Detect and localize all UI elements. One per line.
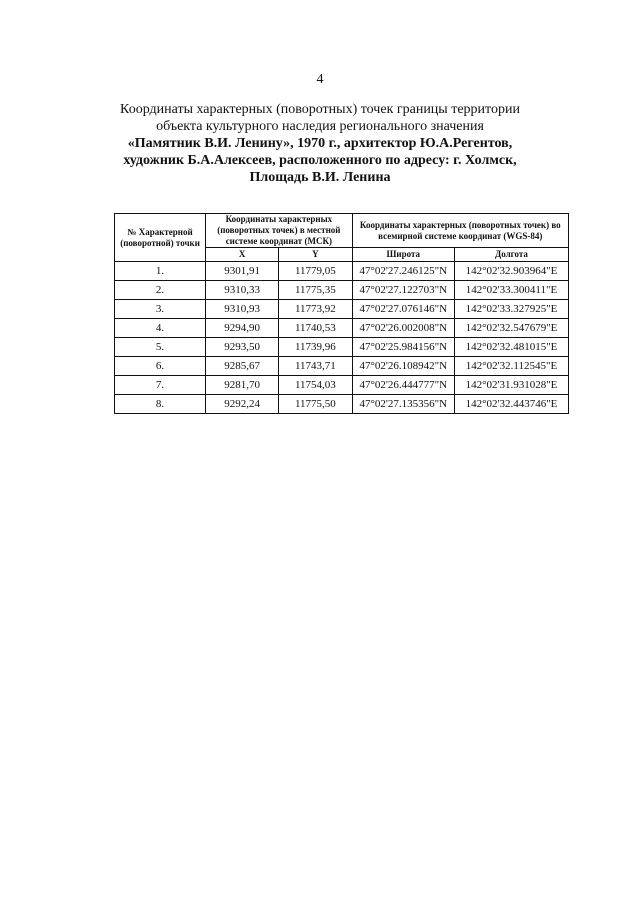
cell-x: 9294,90 [206,319,279,338]
table-row [115,281,569,300]
cell-number: 8. [115,395,206,414]
cell-latitude: 47°02'26.108942"N [352,357,454,376]
page-number: 4 [316,72,324,87]
cell-y: 11775,50 [279,395,352,414]
heading-line-1: Координаты характерных (поворотных) точек границы территории [120,102,520,117]
cell-longitude: 142°02'32.481015"E [454,338,568,357]
header-longitude: Долгота [454,248,568,262]
table-row [115,376,569,395]
table-row [115,262,569,281]
cell-x: 9292,24 [206,395,279,414]
document-heading [100,101,540,186]
cell-latitude: 47°02'25.984156"N [352,338,454,357]
cell-x: 9285,67 [206,357,279,376]
table-row [115,357,569,376]
cell-latitude: 47°02'27.122703"N [352,281,454,300]
header-msk: Координаты характерных (поворотных точек) в местной системе координат (МСК) [206,214,352,248]
table-row [115,319,569,338]
cell-y: 11775,35 [279,281,352,300]
cell-latitude: 47°02'27.135356"N [352,395,454,414]
cell-latitude: 47°02'26.002008"N [352,319,454,338]
header-y: Y [279,248,352,262]
cell-longitude: 142°02'31.931028"E [454,376,568,395]
cell-x: 9310,33 [206,281,279,300]
heading-line-2: объекта культурного наследия регионального значения [156,119,484,134]
cell-y: 11739,96 [279,338,352,357]
cell-number: 2. [115,281,206,300]
cell-number: 1. [115,262,206,281]
cell-number: 7. [115,376,206,395]
cell-latitude: 47°02'26.444777"N [352,376,454,395]
cell-longitude: 142°02'32.903964"E [454,262,568,281]
cell-y: 11740,53 [279,319,352,338]
cell-number: 3. [115,300,206,319]
header-x: X [206,248,279,262]
cell-number: 6. [115,357,206,376]
cell-longitude: 142°02'32.112545"E [454,357,568,376]
cell-x: 9293,50 [206,338,279,357]
header-latitude: Широта [352,248,454,262]
header-wgs: Координаты характерных (поворотных точек) во всемирной системе координат (WGS-84) [352,214,568,248]
header-point-number: № Характерной (поворотной) точки [115,214,206,262]
cell-y: 11773,92 [279,300,352,319]
cell-longitude: 142°02'32.443746"E [454,395,568,414]
table-row [115,300,569,319]
table-row [115,395,569,414]
cell-longitude: 142°02'33.300411"E [454,281,568,300]
cell-x: 9310,93 [206,300,279,319]
table-row [115,338,569,357]
cell-y: 11754,03 [279,376,352,395]
cell-latitude: 47°02'27.076146"N [352,300,454,319]
cell-y: 11779,05 [279,262,352,281]
cell-latitude: 47°02'27.246125"N [352,262,454,281]
cell-x: 9301,91 [206,262,279,281]
cell-y: 11743,71 [279,357,352,376]
cell-number: 4. [115,319,206,338]
cell-longitude: 142°02'32.547679"E [454,319,568,338]
coordinates-table [114,213,569,414]
cell-number: 5. [115,338,206,357]
cell-x: 9281,70 [206,376,279,395]
heading-object-name: «Памятник В.И. Ленину», 1970 г., архитектор Ю.А.Регентов, художник Б.А.Алексеев, расположенного по адресу: г. Холмск, Площадь В.И. Ленина [123,136,517,185]
cell-longitude: 142°02'33.327925"E [454,300,568,319]
